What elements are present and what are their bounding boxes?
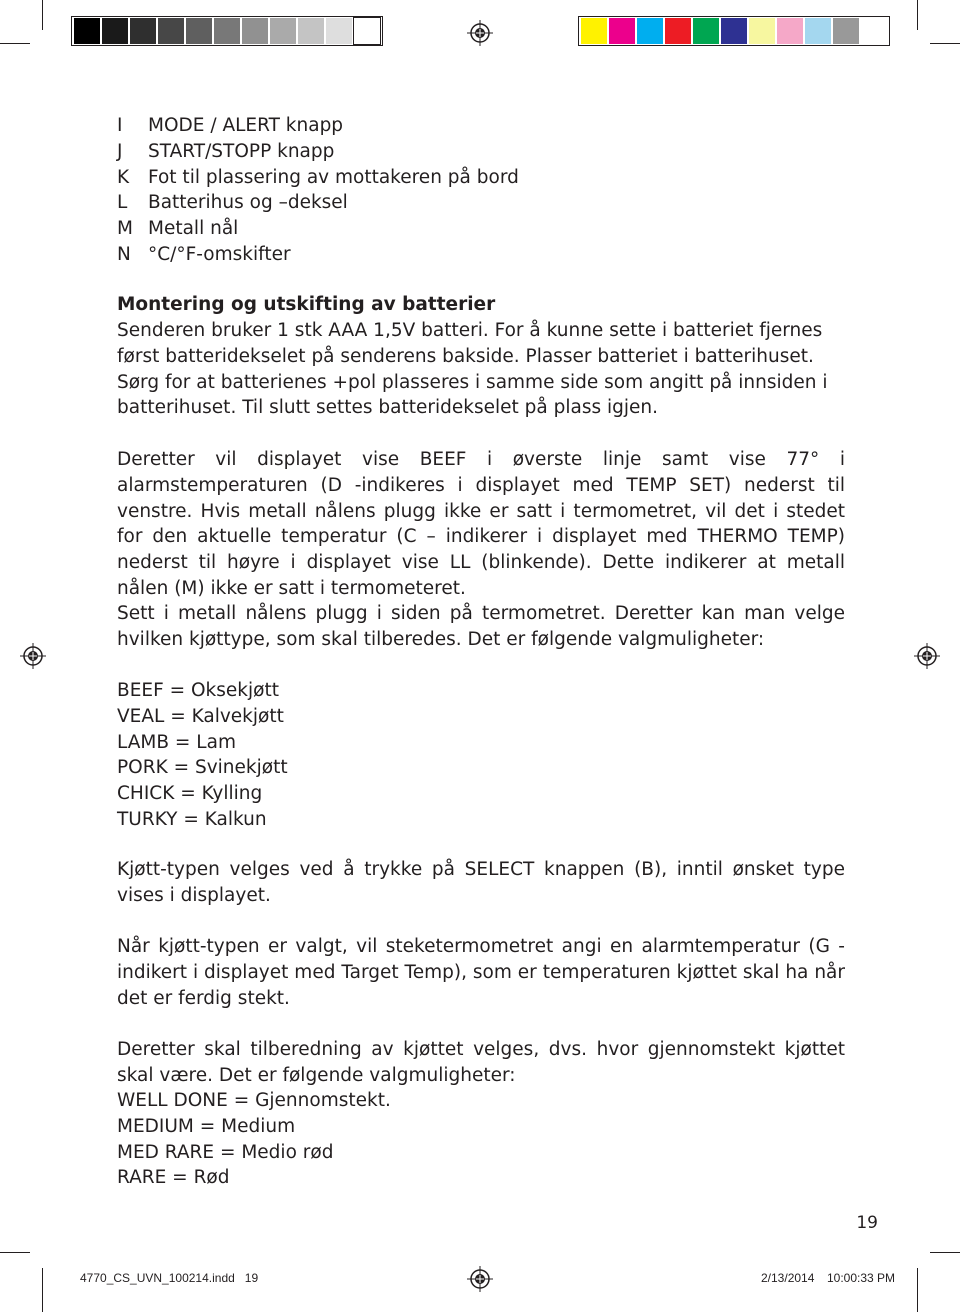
color-swatch bbox=[833, 18, 859, 44]
legend-item bbox=[117, 242, 845, 268]
slug-file: 4770_CS_UVN_100214.indd 19 bbox=[80, 1271, 259, 1285]
color-swatch bbox=[186, 18, 212, 44]
doneness-item: MEDIUM = Medium bbox=[117, 1115, 296, 1137]
crop-mark bbox=[917, 1268, 918, 1312]
color-swatch bbox=[581, 18, 607, 44]
doneness-list bbox=[117, 1088, 845, 1191]
legend-item bbox=[117, 139, 845, 165]
crop-mark bbox=[0, 43, 30, 44]
crop-mark bbox=[930, 1252, 960, 1253]
legend-text: MODE / ALERT knapp bbox=[148, 115, 344, 136]
meat-type-list bbox=[117, 678, 845, 833]
doneness-item: MED RARE = Medio rød bbox=[117, 1141, 334, 1163]
meat-type-item: VEAL = Kalvekjøtt bbox=[117, 705, 284, 727]
legend-item bbox=[117, 113, 845, 139]
color-swatch bbox=[102, 18, 128, 44]
color-swatch bbox=[749, 18, 775, 44]
plug-paragraph: Sett i metall nålens plugg i siden på termometret. Deretter kan man velge hvilken kjøttype, som skal tilberedes. Det er følgende valgmuligheter: bbox=[117, 603, 845, 650]
legend-text: START/STOPP knapp bbox=[148, 140, 335, 162]
crop-mark bbox=[930, 43, 960, 44]
color-swatch bbox=[158, 18, 184, 44]
slug-time: 10:00:33 PM bbox=[827, 1271, 896, 1285]
alarm-paragraph: Når kjøtt-typen er valgt, vil steketermometret angi en alarmtemperatur (G - indikert i displayet med Target Temp), som er temperaturen kjøttet skal ha når det er ferdig stekt. bbox=[117, 936, 845, 1009]
doneness-item: RARE = Rød bbox=[117, 1167, 230, 1189]
select-paragraph: Kjøtt-typen velges ved å trykke på SELECT knappen (B), inntil ønsket type vises i displayet. bbox=[117, 859, 845, 906]
color-swatch bbox=[74, 18, 100, 44]
registration-mark-icon bbox=[467, 1266, 493, 1292]
crop-mark bbox=[917, 0, 918, 30]
display-paragraph: Deretter vil displayet vise BEEF i øverste linje samt vise 77° i alarmstemperaturen (D -indikeres i displayet med TEMP SET) nederst til venstre. Hvis metall nålens plugg ikke er satt i termometret, vil det i stedet for den aktuelle temperatur (C – indikerer i displayet med THERMO TEMP) nederst til høyre i displayet vise LL (blinkende). Dette indikerer at metall nålen (M) ikke er satt i termometeret. bbox=[117, 449, 845, 599]
meat-type-item: TURKY = Kalkun bbox=[117, 808, 267, 830]
legend-key: M bbox=[117, 218, 133, 240]
legend-item bbox=[117, 216, 845, 242]
crop-mark bbox=[42, 1268, 43, 1312]
color-swatch bbox=[609, 18, 635, 44]
meat-type-item: LAMB = Lam bbox=[117, 731, 236, 753]
color-swatch bbox=[242, 18, 268, 44]
slug-date: 2/13/2014 bbox=[761, 1271, 815, 1285]
meat-type-item: BEEF = Oksekjøtt bbox=[117, 680, 279, 701]
crop-mark bbox=[0, 1252, 30, 1253]
legend-item bbox=[117, 190, 845, 216]
page-number: 19 bbox=[856, 1213, 878, 1233]
legend-key: K bbox=[117, 166, 130, 188]
color-swatch bbox=[130, 18, 156, 44]
color-swatch bbox=[326, 18, 352, 44]
battery-paragraph: Senderen bruker 1 stk AAA 1,5V batteri. For å kunne sette i batteriet fjernes først batteridekselet på senderens bakside. Plasser batteriet i batterihuset. Sørg for at batterienes +pol plasseres i samme side som angitt på innsiden i batterihuset. Til slutt settes batteridekselet på plass igjen. bbox=[117, 320, 828, 419]
legend-item bbox=[117, 165, 845, 191]
color-swatch bbox=[805, 18, 831, 44]
color-swatch bbox=[693, 18, 719, 44]
legend-text: °C/°F-omskifter bbox=[148, 243, 291, 265]
color-swatch bbox=[777, 18, 803, 44]
legend-key: L bbox=[117, 192, 128, 214]
legend-key: I bbox=[117, 115, 123, 136]
doneness-item: WELL DONE = Gjennomstekt. bbox=[117, 1090, 391, 1111]
registration-mark-icon bbox=[20, 643, 46, 669]
color-swatch bbox=[721, 18, 747, 44]
color-swatch bbox=[665, 18, 691, 44]
crop-mark bbox=[42, 0, 43, 30]
legend-key: J bbox=[117, 140, 123, 162]
parts-legend bbox=[117, 113, 845, 268]
legend-text: Fot til plassering av mottakeren på bord bbox=[148, 166, 519, 188]
color-swatch bbox=[354, 18, 380, 44]
legend-text: Batterihus og –deksel bbox=[148, 192, 348, 214]
registration-mark-icon bbox=[914, 643, 940, 669]
meat-type-item: PORK = Svinekjøtt bbox=[117, 757, 288, 779]
legend-key: N bbox=[117, 243, 131, 265]
registration-mark-icon bbox=[467, 20, 493, 46]
color-swatch bbox=[637, 18, 663, 44]
legend-text: Metall nål bbox=[148, 218, 239, 240]
color-swatch bbox=[298, 18, 324, 44]
color-swatch bbox=[214, 18, 240, 44]
color-swatch bbox=[270, 18, 296, 44]
section-heading: Montering og utskifting av batterier bbox=[117, 294, 496, 315]
meat-type-item: CHICK = Kylling bbox=[117, 783, 263, 805]
doneness-intro: Deretter skal tilberedning av kjøttet velges, dvs. hvor gjennomstekt kjøttet skal være. Det er følgende valgmuligheter: bbox=[117, 1039, 845, 1086]
